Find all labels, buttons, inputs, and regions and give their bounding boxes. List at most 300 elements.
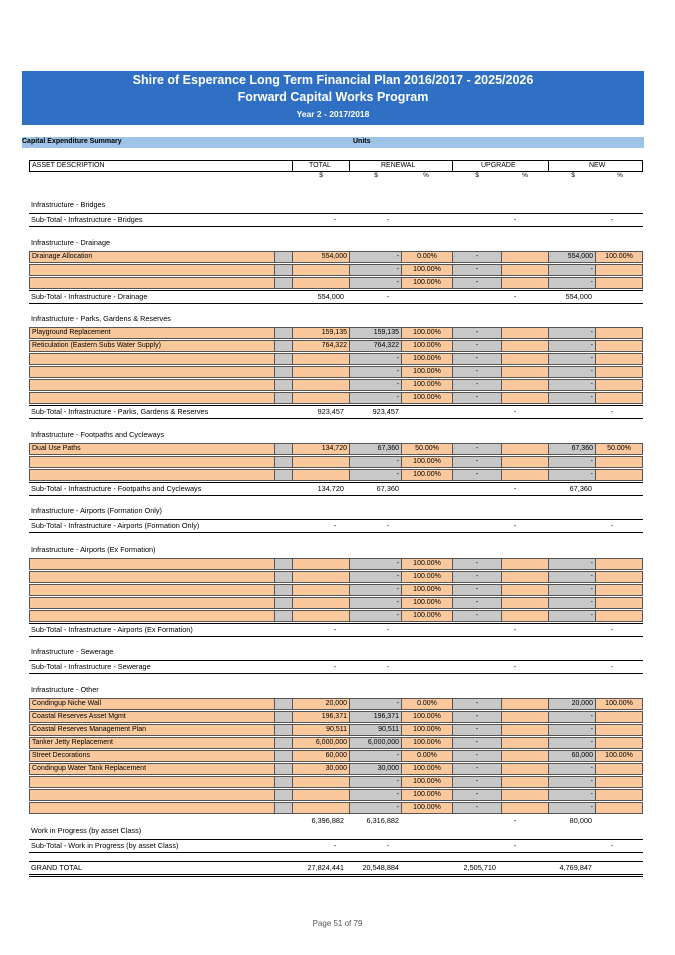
cell-value: 30,000	[325, 765, 347, 772]
cell-desc[interactable]	[29, 277, 274, 289]
cell-total[interactable]	[292, 340, 349, 352]
cell-new[interactable]	[548, 750, 595, 762]
cell-desc[interactable]	[29, 456, 274, 468]
table-row	[29, 469, 643, 481]
cell-renewal-pct[interactable]	[401, 366, 452, 378]
table-row	[29, 737, 643, 749]
cell-value: 100.00%	[605, 700, 633, 707]
cell-upgrade-pct[interactable]	[501, 264, 548, 276]
cell-spacer	[274, 469, 292, 481]
cell-value: -	[590, 342, 593, 349]
cell-value: -	[396, 381, 399, 388]
subtotal-upgrade: -	[513, 521, 517, 530]
section-heading: Infrastructure - Airports (Ex Formation)	[31, 545, 156, 554]
cell-renewal-pct[interactable]	[401, 571, 452, 583]
cell-renewal[interactable]	[349, 802, 401, 814]
cell-desc[interactable]	[29, 789, 274, 801]
cell-value: -	[475, 381, 479, 388]
cell-upgrade-pct[interactable]	[501, 277, 548, 289]
cell-new[interactable]	[548, 763, 595, 775]
cell-desc[interactable]	[29, 353, 274, 365]
cell-value: 100.00%	[413, 560, 441, 567]
cell-value: 764,322	[373, 342, 399, 349]
cell-new[interactable]	[548, 737, 595, 749]
cell-renewal[interactable]	[349, 264, 401, 276]
cell-renewal[interactable]	[349, 327, 401, 339]
subtotal-total: 923,457	[317, 407, 344, 416]
cell-value: -	[590, 599, 593, 606]
cell-new-pct[interactable]	[595, 776, 643, 788]
cell-upgrade[interactable]	[452, 597, 501, 609]
cell-new[interactable]	[548, 776, 595, 788]
cell-renewal[interactable]	[349, 763, 401, 775]
cell-spacer	[274, 724, 292, 736]
grand-total-upgrade: 2,505,710	[463, 863, 496, 872]
cell-new-pct[interactable]	[595, 340, 643, 352]
cell-renewal[interactable]	[349, 776, 401, 788]
cell-total[interactable]	[292, 251, 349, 263]
cell-total[interactable]	[292, 724, 349, 736]
cell-new-pct[interactable]	[595, 277, 643, 289]
cell-value: -	[396, 573, 399, 580]
cell-spacer	[274, 366, 292, 378]
cell-renewal[interactable]	[349, 584, 401, 596]
cell-new[interactable]	[548, 711, 595, 723]
cell-desc[interactable]	[29, 698, 274, 710]
cell-total[interactable]	[292, 610, 349, 622]
cell-renewal-pct[interactable]	[401, 776, 452, 788]
cell-total[interactable]	[292, 571, 349, 583]
cell-renewal-pct[interactable]	[401, 558, 452, 570]
cell-new-pct[interactable]	[595, 571, 643, 583]
cell-upgrade-pct[interactable]	[501, 469, 548, 481]
subtotal-label: Sub-Total - Work in Progress (by asset Class)	[31, 841, 179, 850]
cell-total[interactable]	[292, 264, 349, 276]
cell-total[interactable]	[292, 469, 349, 481]
cell-upgrade[interactable]	[452, 327, 501, 339]
subtotal-renewal: -	[386, 292, 390, 301]
cell-upgrade-pct[interactable]	[501, 379, 548, 391]
cell-upgrade[interactable]	[452, 776, 501, 788]
cell-upgrade[interactable]	[452, 789, 501, 801]
cell-desc[interactable]	[29, 340, 274, 352]
cell-value: -	[590, 612, 593, 619]
cell-upgrade-pct[interactable]	[501, 366, 548, 378]
cell-new-pct[interactable]	[595, 802, 643, 814]
cell-renewal[interactable]	[349, 789, 401, 801]
table-row	[29, 776, 643, 788]
cell-value: -	[590, 778, 593, 785]
cell-upgrade-pct[interactable]	[501, 571, 548, 583]
cell-renewal[interactable]	[349, 610, 401, 622]
cell-upgrade[interactable]	[452, 469, 501, 481]
cell-value: 100.00%	[413, 368, 441, 375]
cell-renewal-pct[interactable]	[401, 469, 452, 481]
cell-renewal[interactable]	[349, 558, 401, 570]
cell-renewal[interactable]	[349, 456, 401, 468]
subtotal-row	[29, 405, 643, 419]
cell-desc[interactable]	[29, 571, 274, 583]
cell-renewal-pct[interactable]	[401, 724, 452, 736]
cell-new[interactable]	[548, 456, 595, 468]
cell-upgrade-pct[interactable]	[501, 711, 548, 723]
cell-new-pct[interactable]	[595, 724, 643, 736]
page-number: Page 51 of 79	[312, 919, 363, 928]
cell-upgrade[interactable]	[452, 724, 501, 736]
cell-new[interactable]	[548, 558, 595, 570]
cell-upgrade-pct[interactable]	[501, 802, 548, 814]
cell-upgrade-pct[interactable]	[501, 610, 548, 622]
cell-renewal[interactable]	[349, 277, 401, 289]
cell-total[interactable]	[292, 327, 349, 339]
cell-upgrade[interactable]	[452, 277, 501, 289]
cell-upgrade-pct[interactable]	[501, 698, 548, 710]
cell-renewal-pct[interactable]	[401, 763, 452, 775]
summary-label: Capital Expenditure Summary	[22, 138, 122, 145]
cell-value: 50.00%	[607, 445, 631, 452]
column-header-row	[29, 160, 643, 172]
cell-new-pct[interactable]	[595, 558, 643, 570]
cell-value: -	[396, 586, 399, 593]
cell-renewal-pct[interactable]	[401, 597, 452, 609]
cell-value: -	[590, 266, 593, 273]
cell-new[interactable]	[548, 327, 595, 339]
cell-value: Dual Use Paths	[32, 445, 81, 452]
cell-new-pct[interactable]	[595, 610, 643, 622]
cell-renewal-pct[interactable]	[401, 789, 452, 801]
cell-value: -	[590, 368, 593, 375]
cell-desc[interactable]	[29, 750, 274, 762]
cell-upgrade-pct[interactable]	[501, 558, 548, 570]
cell-upgrade[interactable]	[452, 340, 501, 352]
cell-total[interactable]	[292, 584, 349, 596]
cell-renewal-pct[interactable]	[401, 802, 452, 814]
cell-total[interactable]	[292, 789, 349, 801]
cell-total[interactable]	[292, 443, 349, 455]
cell-upgrade-pct[interactable]	[501, 737, 548, 749]
cell-new[interactable]	[548, 251, 595, 263]
cell-desc[interactable]	[29, 392, 274, 404]
cell-value: 100.00%	[413, 342, 441, 349]
cell-new[interactable]	[548, 366, 595, 378]
cell-renewal[interactable]	[349, 379, 401, 391]
cell-value: -	[590, 739, 593, 746]
cell-new-pct[interactable]	[595, 392, 643, 404]
units-label: Units	[353, 138, 371, 145]
cell-renewal[interactable]	[349, 366, 401, 378]
cell-renewal[interactable]	[349, 571, 401, 583]
cell-renewal-pct[interactable]	[401, 737, 452, 749]
subtotal-label: Sub-Total - Infrastructure - Airports (Ex Formation)	[31, 625, 193, 634]
cell-renewal-pct[interactable]	[401, 340, 452, 352]
cell-upgrade[interactable]	[452, 711, 501, 723]
cell-upgrade-pct[interactable]	[501, 392, 548, 404]
table-row	[29, 379, 643, 391]
cell-new[interactable]	[548, 469, 595, 481]
cell-new[interactable]	[548, 353, 595, 365]
cell-new[interactable]	[548, 264, 595, 276]
cell-total[interactable]	[292, 597, 349, 609]
cell-upgrade[interactable]	[452, 392, 501, 404]
cell-upgrade-pct[interactable]	[501, 789, 548, 801]
cell-spacer	[274, 750, 292, 762]
cell-total[interactable]	[292, 776, 349, 788]
cell-new-pct[interactable]	[595, 469, 643, 481]
cell-value: -	[590, 804, 593, 811]
subtotal-renewal: -	[386, 625, 390, 634]
cell-new-pct[interactable]	[595, 711, 643, 723]
cell-renewal[interactable]	[349, 737, 401, 749]
cell-new-pct[interactable]	[595, 584, 643, 596]
unit-new-pct: %	[617, 172, 623, 179]
cell-total[interactable]	[292, 379, 349, 391]
cell-value: 100.00%	[413, 726, 441, 733]
cell-total[interactable]	[292, 711, 349, 723]
cell-renewal[interactable]	[349, 469, 401, 481]
cell-upgrade[interactable]	[452, 571, 501, 583]
cell-value: 100.00%	[413, 394, 441, 401]
cell-upgrade-pct[interactable]	[501, 750, 548, 762]
cell-total[interactable]	[292, 737, 349, 749]
cell-total[interactable]	[292, 558, 349, 570]
col-total: TOTAL	[309, 162, 331, 169]
cell-value: -	[396, 700, 399, 707]
cell-value: -	[475, 713, 479, 720]
cell-renewal[interactable]	[349, 340, 401, 352]
cell-spacer	[274, 251, 292, 263]
cell-total[interactable]	[292, 392, 349, 404]
cell-upgrade[interactable]	[452, 584, 501, 596]
cell-upgrade[interactable]	[452, 456, 501, 468]
cell-new[interactable]	[548, 277, 595, 289]
cell-desc[interactable]	[29, 366, 274, 378]
cell-desc[interactable]	[29, 711, 274, 723]
cell-value: 90,511	[326, 726, 347, 733]
cell-value: -	[475, 368, 479, 375]
cell-desc[interactable]	[29, 443, 274, 455]
cell-total[interactable]	[292, 750, 349, 762]
cell-new[interactable]	[548, 610, 595, 622]
table-row	[29, 251, 643, 263]
cell-value: 100.00%	[413, 329, 441, 336]
cell-new[interactable]	[548, 698, 595, 710]
cell-total[interactable]	[292, 277, 349, 289]
cell-value: -	[475, 253, 479, 260]
cell-desc[interactable]	[29, 379, 274, 391]
cell-new-pct[interactable]	[595, 698, 643, 710]
cell-renewal-pct[interactable]	[401, 443, 452, 455]
cell-new[interactable]	[548, 789, 595, 801]
cell-upgrade-pct[interactable]	[501, 327, 548, 339]
subtotal-renewal: -	[386, 521, 390, 530]
cell-new[interactable]	[548, 597, 595, 609]
cell-upgrade[interactable]	[452, 802, 501, 814]
cell-renewal-pct[interactable]	[401, 264, 452, 276]
cell-new-pct[interactable]	[595, 264, 643, 276]
summary-bar	[22, 137, 644, 148]
cell-upgrade[interactable]	[452, 737, 501, 749]
cell-upgrade[interactable]	[452, 750, 501, 762]
cell-upgrade-pct[interactable]	[501, 776, 548, 788]
cell-renewal-pct[interactable]	[401, 251, 452, 263]
cell-spacer	[274, 264, 292, 276]
cell-renewal[interactable]	[349, 698, 401, 710]
cell-desc[interactable]	[29, 264, 274, 276]
cell-spacer	[274, 558, 292, 570]
cell-upgrade[interactable]	[452, 251, 501, 263]
cell-renewal-pct[interactable]	[401, 392, 452, 404]
cell-upgrade-pct[interactable]	[501, 597, 548, 609]
cell-value: 100.00%	[413, 266, 441, 273]
subtotal-row	[29, 213, 643, 227]
cell-spacer	[274, 277, 292, 289]
cell-new[interactable]	[548, 571, 595, 583]
cell-desc[interactable]	[29, 584, 274, 596]
cell-renewal-pct[interactable]	[401, 750, 452, 762]
cell-renewal-pct[interactable]	[401, 353, 452, 365]
cell-upgrade[interactable]	[452, 379, 501, 391]
cell-upgrade-pct[interactable]	[501, 353, 548, 365]
cell-new-pct[interactable]	[595, 737, 643, 749]
cell-total[interactable]	[292, 802, 349, 814]
cell-desc[interactable]	[29, 724, 274, 736]
cell-upgrade-pct[interactable]	[501, 724, 548, 736]
subtotal-row	[29, 519, 643, 533]
subtotal-new: -	[610, 215, 614, 224]
cell-value: 100.00%	[413, 381, 441, 388]
cell-upgrade-pct[interactable]	[501, 456, 548, 468]
cell-new-pct[interactable]	[595, 379, 643, 391]
cell-new-pct[interactable]	[595, 327, 643, 339]
table-row	[29, 456, 643, 468]
cell-value: 67,360	[377, 445, 399, 452]
cell-renewal-pct[interactable]	[401, 277, 452, 289]
cell-renewal[interactable]	[349, 392, 401, 404]
cell-value: -	[475, 791, 479, 798]
cell-new[interactable]	[548, 802, 595, 814]
cell-desc[interactable]	[29, 597, 274, 609]
cell-renewal-pct[interactable]	[401, 584, 452, 596]
cell-desc[interactable]	[29, 251, 274, 263]
cell-spacer	[274, 737, 292, 749]
cell-upgrade[interactable]	[452, 443, 501, 455]
cell-desc[interactable]	[29, 737, 274, 749]
cell-renewal[interactable]	[349, 711, 401, 723]
cell-desc[interactable]	[29, 558, 274, 570]
cell-new-pct[interactable]	[595, 750, 643, 762]
cell-upgrade[interactable]	[452, 353, 501, 365]
cell-value: -	[590, 458, 593, 465]
cell-value: -	[396, 368, 399, 375]
cell-value: -	[475, 726, 479, 733]
cell-desc[interactable]	[29, 327, 274, 339]
table-row	[29, 571, 643, 583]
cell-new-pct[interactable]	[595, 763, 643, 775]
cell-renewal-pct[interactable]	[401, 610, 452, 622]
cell-value: -	[475, 700, 479, 707]
cell-renewal[interactable]	[349, 251, 401, 263]
cell-new-pct[interactable]	[595, 443, 643, 455]
cell-renewal[interactable]	[349, 724, 401, 736]
cell-new-pct[interactable]	[595, 456, 643, 468]
cell-upgrade-pct[interactable]	[501, 763, 548, 775]
cell-new-pct[interactable]	[595, 366, 643, 378]
cell-new[interactable]	[548, 443, 595, 455]
cell-upgrade-pct[interactable]	[501, 584, 548, 596]
cell-renewal-pct[interactable]	[401, 327, 452, 339]
cell-spacer	[274, 571, 292, 583]
cell-desc[interactable]	[29, 802, 274, 814]
cell-renewal[interactable]	[349, 443, 401, 455]
cell-total[interactable]	[292, 763, 349, 775]
cell-value: 0.00%	[417, 253, 437, 260]
grand-total-row	[29, 861, 643, 877]
cell-renewal[interactable]	[349, 750, 401, 762]
cell-desc[interactable]	[29, 776, 274, 788]
cell-desc[interactable]	[29, 763, 274, 775]
subtotal-renewal: 67,360	[376, 484, 399, 493]
section-heading: Infrastructure - Other	[31, 685, 99, 694]
cell-upgrade[interactable]	[452, 558, 501, 570]
cell-renewal[interactable]	[349, 353, 401, 365]
cell-upgrade[interactable]	[452, 763, 501, 775]
cell-value: -	[396, 458, 399, 465]
cell-desc[interactable]	[29, 610, 274, 622]
cell-spacer	[274, 353, 292, 365]
cell-new[interactable]	[548, 584, 595, 596]
cell-new[interactable]	[548, 379, 595, 391]
cell-upgrade[interactable]	[452, 610, 501, 622]
cell-upgrade-pct[interactable]	[501, 251, 548, 263]
cell-total[interactable]	[292, 456, 349, 468]
subtotal-total: 554,000	[317, 292, 344, 301]
cell-value: -	[396, 266, 399, 273]
grand-total-total: 27,824,441	[307, 863, 344, 872]
cell-renewal-pct[interactable]	[401, 711, 452, 723]
unit-upgrade: $	[475, 172, 479, 179]
cell-upgrade[interactable]	[452, 264, 501, 276]
cell-new[interactable]	[548, 392, 595, 404]
cell-total[interactable]	[292, 698, 349, 710]
cell-upgrade[interactable]	[452, 698, 501, 710]
units-row	[29, 172, 643, 182]
cell-upgrade[interactable]	[452, 366, 501, 378]
cell-new-pct[interactable]	[595, 353, 643, 365]
table-row	[29, 327, 643, 339]
cell-renewal[interactable]	[349, 597, 401, 609]
cell-value: 0.00%	[417, 700, 437, 707]
cell-upgrade-pct[interactable]	[501, 443, 548, 455]
cell-new-pct[interactable]	[595, 251, 643, 263]
cell-new-pct[interactable]	[595, 597, 643, 609]
cell-renewal-pct[interactable]	[401, 379, 452, 391]
unit-upgrade-pct: %	[522, 172, 528, 179]
cell-total[interactable]	[292, 353, 349, 365]
cell-value: Condingup Water Tank Replacement	[32, 765, 147, 772]
cell-renewal-pct[interactable]	[401, 698, 452, 710]
cell-renewal-pct[interactable]	[401, 456, 452, 468]
table-row	[29, 763, 643, 775]
cell-desc[interactable]	[29, 469, 274, 481]
cell-new[interactable]	[548, 340, 595, 352]
cell-new-pct[interactable]	[595, 789, 643, 801]
cell-value: 100.00%	[413, 612, 441, 619]
subtotal-label: Sub-Total - Infrastructure - Sewerage	[31, 662, 151, 671]
cell-upgrade-pct[interactable]	[501, 340, 548, 352]
cell-new[interactable]	[548, 724, 595, 736]
cell-total[interactable]	[292, 366, 349, 378]
cell-value: 196,371	[373, 713, 399, 720]
